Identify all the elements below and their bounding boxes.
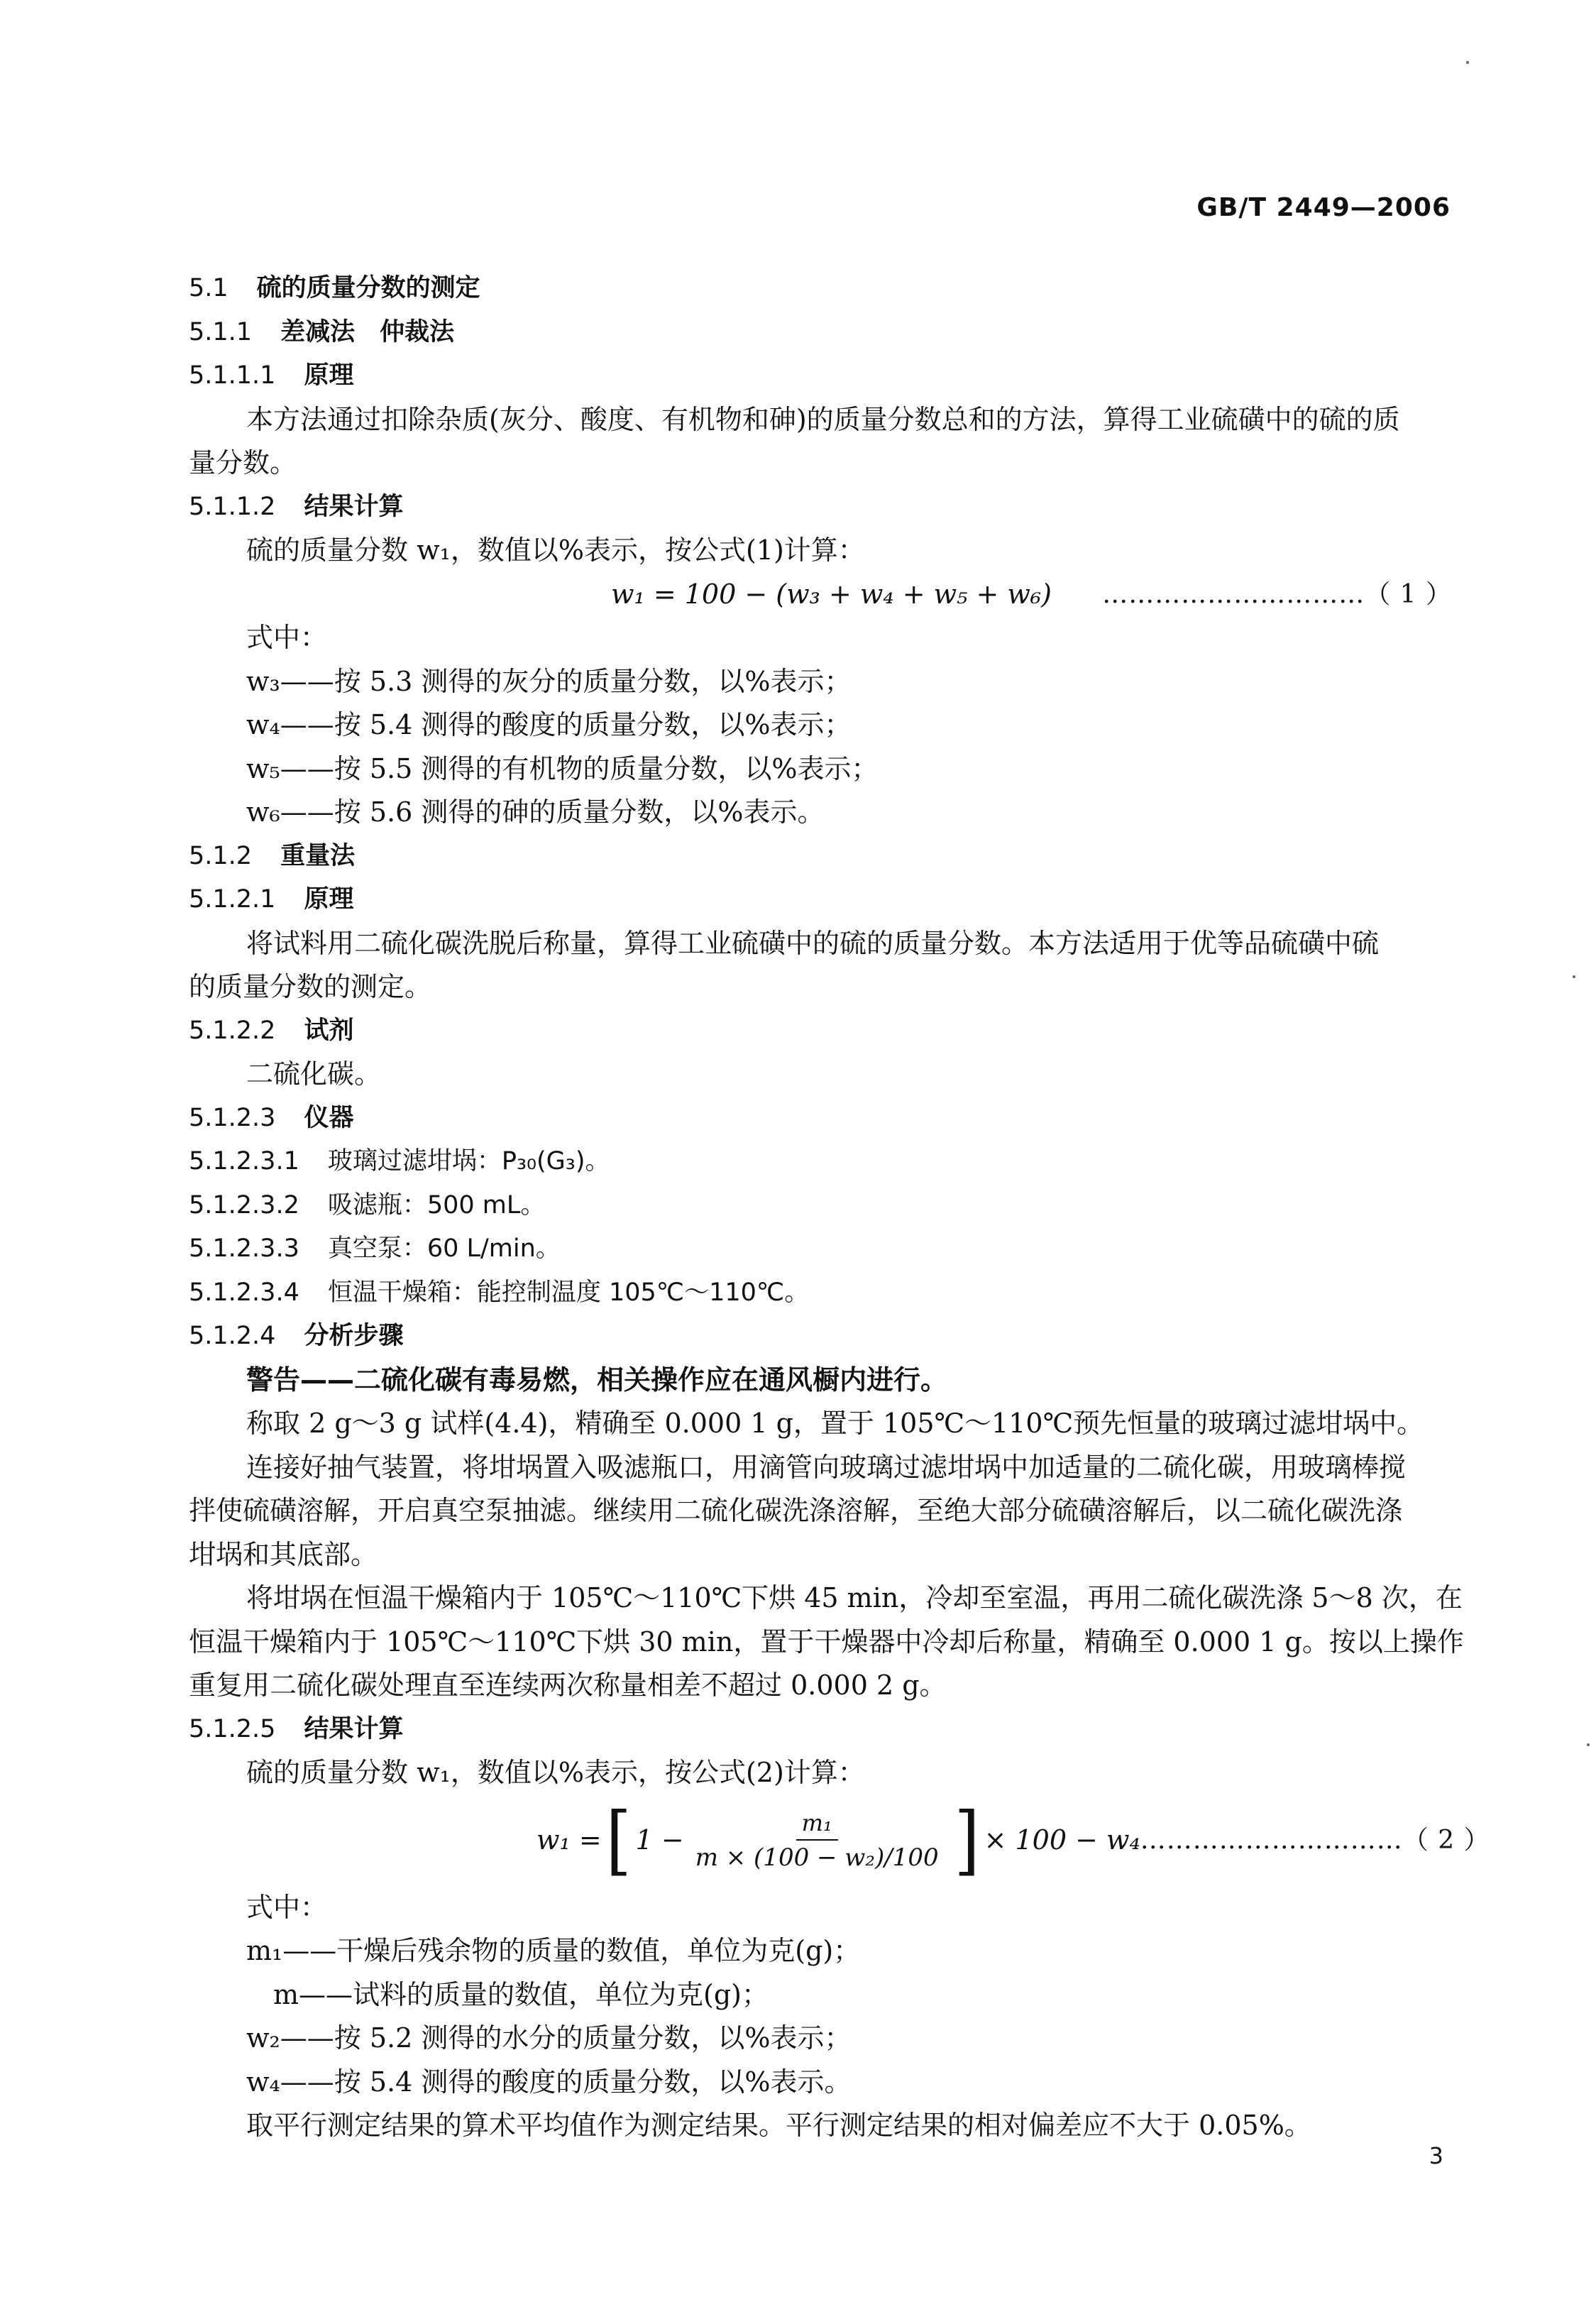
paragraph-line xyxy=(189,1929,1452,1973)
section-heading xyxy=(189,835,1452,879)
paragraph-line xyxy=(189,1886,1452,1930)
equation-2 xyxy=(189,1795,1490,1886)
paragraph-line xyxy=(189,1751,1452,1795)
right-bracket: ] xyxy=(954,1796,980,1884)
section-title: 结果计算 xyxy=(304,492,404,521)
sub-item-text: 恒温干燥箱：能控制温度 105℃～110℃。 xyxy=(327,1278,810,1307)
paragraph-text: 重复用二硫化碳处理直至连续两次称量相差不超过 0.000 2 g。 xyxy=(189,1670,947,1701)
equation-1 xyxy=(189,573,1452,617)
paragraph-text: w₄——按 5.4 测得的酸度的质量分数，以%表示。 xyxy=(246,2066,852,2098)
paragraph-continuation xyxy=(189,1621,1464,1665)
section-heading xyxy=(189,354,1452,398)
section-number: 5.1.2.3.4 xyxy=(189,1278,299,1307)
section-number: 5.1.1.2 xyxy=(189,492,276,521)
section-heading xyxy=(189,1009,1452,1053)
paragraph-text: 的质量分数的测定。 xyxy=(189,971,432,1002)
scan-speck xyxy=(1466,61,1469,64)
paragraph-text: 将试料用二硫化碳洗脱后称量，算得工业硫磺中的硫的质量分数。本方法适用于优等品硫磺中硫 xyxy=(246,927,1380,959)
paragraph-text: 式中： xyxy=(246,622,328,653)
paragraph-text: w₄——按 5.4 测得的酸度的质量分数，以%表示； xyxy=(246,709,852,740)
section-title: 仪器 xyxy=(304,1103,354,1132)
fraction-numerator: m₁ xyxy=(796,1808,838,1841)
sub-item xyxy=(189,1227,1452,1271)
paragraph-continuation xyxy=(189,442,1452,486)
warning-text: 警告——二硫化碳有毒易燃，相关操作应在通风橱内进行。 xyxy=(246,1364,948,1396)
equation-rhs: × 100 − w₄ xyxy=(984,1824,1140,1856)
section-heading xyxy=(189,1708,1452,1752)
sub-item-text: 玻璃过滤坩埚：P₃₀(G₃)。 xyxy=(327,1147,610,1175)
page-number: 3 xyxy=(1429,2142,1443,2169)
paragraph-text: w₃——按 5.3 测得的灰分的质量分数，以%表示； xyxy=(246,665,852,697)
section-heading xyxy=(189,311,1452,355)
paragraph-line xyxy=(189,922,1452,966)
section-number: 5.1.2.3 xyxy=(189,1103,276,1132)
equation-lhs: w₁ = xyxy=(536,1824,602,1856)
equation-one-minus: 1 − xyxy=(635,1824,684,1856)
paragraph-line xyxy=(189,1053,1452,1097)
paragraph-line xyxy=(189,616,1452,660)
section-heading xyxy=(189,267,1452,311)
section-title: 硫的质量分数的测定 xyxy=(256,274,480,302)
equation-formula: w₁ = 100 − (w₃ + w₄ + w₅ + w₆) xyxy=(611,578,1052,610)
paragraph-text: 连接好抽气装置，将坩埚置入吸滤瓶口，用滴管向玻璃过滤坩埚中加适量的二硫化碳，用玻璃棒搅 xyxy=(246,1451,1407,1483)
document-body xyxy=(189,267,1490,2148)
paragraph-continuation xyxy=(189,1489,1452,1533)
sub-item-text: 真空泵：60 L/min。 xyxy=(327,1234,561,1263)
paragraph-text: m₁——干燥后残余物的质量的数值，单位为克(g)； xyxy=(246,1935,861,1966)
paragraph-line xyxy=(189,1446,1452,1490)
paragraph-text: 本方法通过扣除杂质(灰分、酸度、有机物和砷)的质量分数总和的方法，算得工业硫磺中的硫的质 xyxy=(246,403,1400,435)
section-title: 试剂 xyxy=(304,1016,354,1045)
equation-formula xyxy=(536,1796,1140,1884)
sub-item xyxy=(189,1271,1452,1315)
paragraph-text: w₆——按 5.6 测得的砷的质量分数，以%表示。 xyxy=(246,796,825,828)
section-number: 5.1.2.1 xyxy=(189,885,276,914)
paragraph-continuation xyxy=(189,1533,1452,1577)
scan-speck xyxy=(1587,1743,1590,1746)
paragraph-text: 称取 2 g～3 g 试样(4.4)，精确至 0.000 1 g，置于 105℃～110℃预先恒量的玻璃过滤坩埚中。 xyxy=(246,1408,1424,1439)
paragraph-line xyxy=(189,660,1452,704)
paragraph-text: 拌使硫磺溶解，开启真空泵抽滤。继续用二硫化碳洗涤溶解，至绝大部分硫磺溶解后，以二硫化碳洗涤 xyxy=(189,1495,1403,1526)
section-heading xyxy=(189,486,1452,530)
paragraph-line xyxy=(189,747,1452,791)
fraction xyxy=(690,1808,945,1873)
standard-number: GB/T 2449—2006 xyxy=(1196,193,1451,222)
paragraph-text: 取平行测定结果的算术平均值作为测定结果。平行测定结果的相对偏差应不大于 0.05%。 xyxy=(246,2110,1311,2141)
sub-item xyxy=(189,1184,1452,1228)
section-title: 结果计算 xyxy=(304,1714,404,1743)
paragraph-text: w₂——按 5.2 测得的水分的质量分数，以%表示； xyxy=(246,2022,852,2054)
section-number: 5.1.2.3.1 xyxy=(189,1147,299,1175)
section-number: 5.1.1 xyxy=(189,317,253,346)
section-number: 5.1.2.3.2 xyxy=(189,1190,299,1219)
paragraph-line xyxy=(189,791,1452,835)
section-number: 5.1 xyxy=(189,274,229,302)
paragraph-continuation xyxy=(189,965,1452,1009)
section-heading xyxy=(189,1315,1452,1359)
paragraph-text: 硫的质量分数 w₁，数值以%表示，按公式(1)计算： xyxy=(246,535,865,566)
equation-number: …………………………（ 1 ） xyxy=(1102,579,1452,609)
section-number: 5.1.2.2 xyxy=(189,1016,276,1045)
section-heading xyxy=(189,1097,1452,1141)
section-title: 分析步骤 xyxy=(304,1322,404,1350)
equation-number: …………………………（ 2 ） xyxy=(1140,1825,1490,1855)
sub-item-text: 吸滤瓶：500 mL。 xyxy=(327,1190,546,1219)
paragraph-text: 二硫化碳。 xyxy=(246,1058,382,1090)
paragraph-text: 硫的质量分数 w₁，数值以%表示，按公式(2)计算： xyxy=(246,1757,865,1788)
paragraph-text: 式中： xyxy=(246,1891,328,1923)
paragraph-text: w₅——按 5.5 测得的有机物的质量分数，以%表示； xyxy=(246,752,879,784)
paragraph-text: m——试料的质量的数值，单位为克(g)； xyxy=(246,1978,769,2010)
paragraph-line xyxy=(189,2017,1452,2061)
section-number: 5.1.2.3.3 xyxy=(189,1234,299,1263)
section-title: 原理 xyxy=(304,361,354,390)
paragraph-line xyxy=(189,1402,1452,1446)
section-title: 差减法 仲裁法 xyxy=(280,317,455,346)
paragraph-line xyxy=(189,529,1452,573)
section-title: 重量法 xyxy=(280,841,356,870)
paragraph-line xyxy=(189,703,1452,747)
paragraph-line xyxy=(189,1577,1463,1621)
warning-note xyxy=(189,1359,1452,1403)
paragraph-continuation xyxy=(189,1664,1452,1708)
scan-speck xyxy=(1573,975,1575,978)
left-bracket: [ xyxy=(605,1796,632,1884)
fraction-denominator: m × (100 − w₂)/100 xyxy=(695,1843,939,1872)
sub-item xyxy=(189,1140,1452,1184)
paragraph-line xyxy=(189,2104,1452,2148)
section-number: 5.1.2 xyxy=(189,841,253,870)
paragraph-line xyxy=(189,398,1452,442)
section-number: 5.1.2.4 xyxy=(189,1322,276,1350)
paragraph-text: 量分数。 xyxy=(189,447,297,478)
paragraph-text: 恒温干燥箱内于 105℃～110℃下烘 30 min，置于干燥器中冷却后称量，精确至 0.000 1 g。按以上操作 xyxy=(189,1626,1464,1657)
paragraph-text: 坩埚和其底部。 xyxy=(189,1538,378,1570)
section-number: 5.1.1.1 xyxy=(189,361,276,390)
paragraph-line xyxy=(189,1973,1452,2017)
section-heading xyxy=(189,878,1452,922)
section-number: 5.1.2.5 xyxy=(189,1714,276,1743)
paragraph-text: 将坩埚在恒温干燥箱内于 105℃～110℃下烘 45 min，冷却至室温，再用二硫化碳洗涤 5～8 次，在 xyxy=(246,1582,1463,1613)
section-title: 原理 xyxy=(304,885,354,914)
paragraph-line xyxy=(189,2061,1452,2105)
